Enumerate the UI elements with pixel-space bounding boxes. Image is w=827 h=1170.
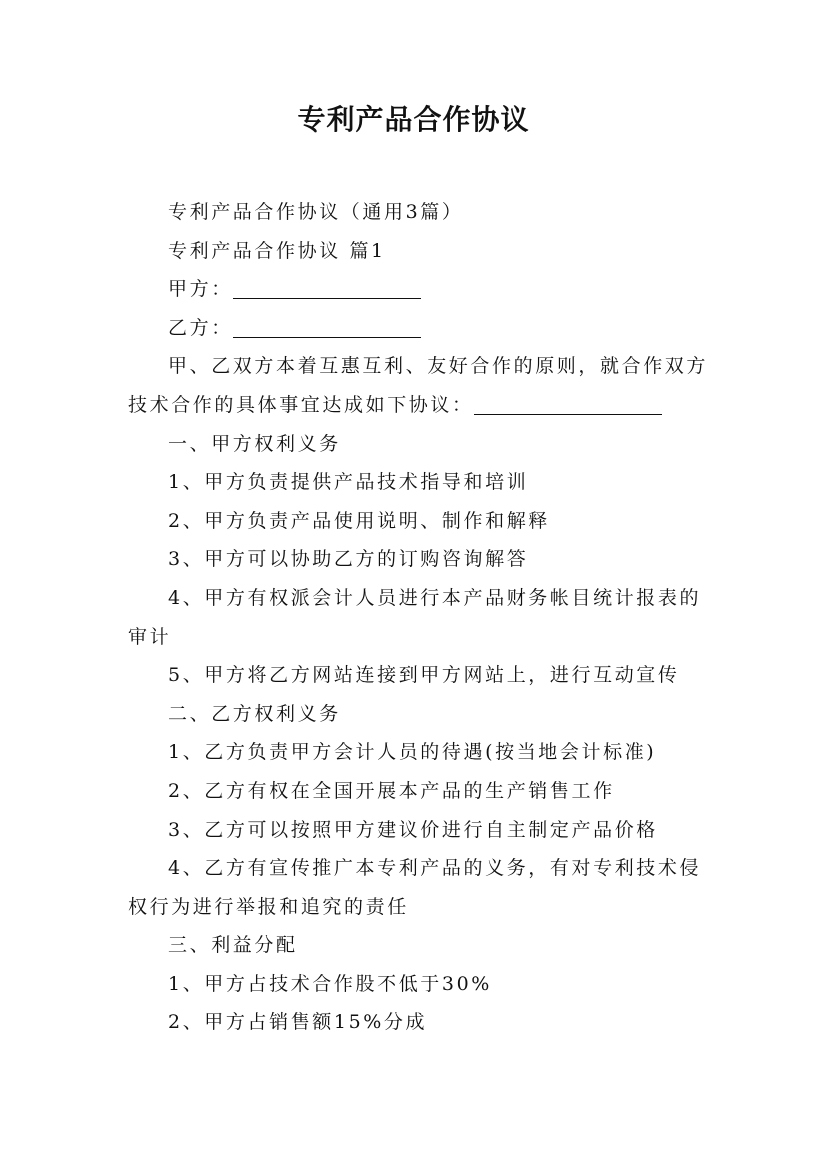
paragraph-text: 5、甲方将乙方网站连接到甲方网站上，进行互动宣传 xyxy=(168,664,680,687)
paragraph-text: 二、乙方权利义务 xyxy=(168,702,341,725)
paragraph xyxy=(128,232,708,271)
paragraph-text: 3、甲方可以协助乙方的订购咨询解答 xyxy=(168,548,529,571)
paragraph xyxy=(128,425,708,464)
paragraph xyxy=(128,309,708,348)
document-body xyxy=(128,193,708,1042)
paragraph-text: 甲、乙双方本着互惠互利、友好合作的原则，就合作双方技术合作的具体事宜达成如下协议： xyxy=(128,355,709,416)
paragraph-text: 4、甲方有权派会计人员进行本产品财务帐目统计报表的审计 xyxy=(128,586,702,648)
paragraph xyxy=(128,540,708,579)
paragraph-text: 乙方： xyxy=(168,316,233,339)
fill-in-blank-line xyxy=(233,317,421,338)
paragraph-text: 甲方： xyxy=(168,278,233,301)
paragraph xyxy=(128,965,708,1004)
paragraph-text: 1、乙方负责甲方会计人员的待遇(按当地会计标准) xyxy=(168,741,657,764)
paragraph-text: 专利产品合作协议 篇1 xyxy=(168,239,386,262)
paragraph xyxy=(128,849,708,926)
document-title: 专利产品合作协议 xyxy=(297,103,530,136)
fill-in-blank-line xyxy=(233,278,421,299)
paragraph xyxy=(128,579,708,656)
paragraph xyxy=(128,811,708,850)
paragraph-text: 1、甲方占技术合作股不低于30% xyxy=(168,972,492,995)
paragraph xyxy=(128,772,708,811)
paragraph xyxy=(128,695,708,734)
paragraph xyxy=(128,347,708,424)
paragraph xyxy=(128,1003,708,1042)
paragraph-text: 2、甲方负责产品使用说明、制作和解释 xyxy=(168,509,550,532)
paragraph-text: 一、甲方权利义务 xyxy=(168,432,341,455)
paragraph xyxy=(128,270,708,309)
paragraph-text: 专利产品合作协议（通用3篇） xyxy=(168,201,464,223)
paragraph xyxy=(128,926,708,965)
paragraph-text: 2、甲方占销售额15%分成 xyxy=(168,1011,428,1034)
paragraph-text: 4、乙方有宣传推广本专利产品的义务，有对专利技术侵权行为进行举报和追究的责任 xyxy=(128,857,702,918)
paragraph xyxy=(128,193,708,232)
paragraph-text: 3、乙方可以按照甲方建议价进行自主制定产品价格 xyxy=(168,818,658,841)
paragraph xyxy=(128,502,708,541)
paragraph xyxy=(128,733,708,772)
paragraph-text: 三、利益分配 xyxy=(168,934,298,957)
paragraph-text: 1、甲方负责提供产品技术指导和培训 xyxy=(168,471,529,494)
fill-in-blank-line xyxy=(474,394,662,415)
paragraph-text: 2、乙方有权在全国开展本产品的生产销售工作 xyxy=(168,779,615,802)
paragraph xyxy=(128,656,708,695)
paragraph xyxy=(128,463,708,502)
